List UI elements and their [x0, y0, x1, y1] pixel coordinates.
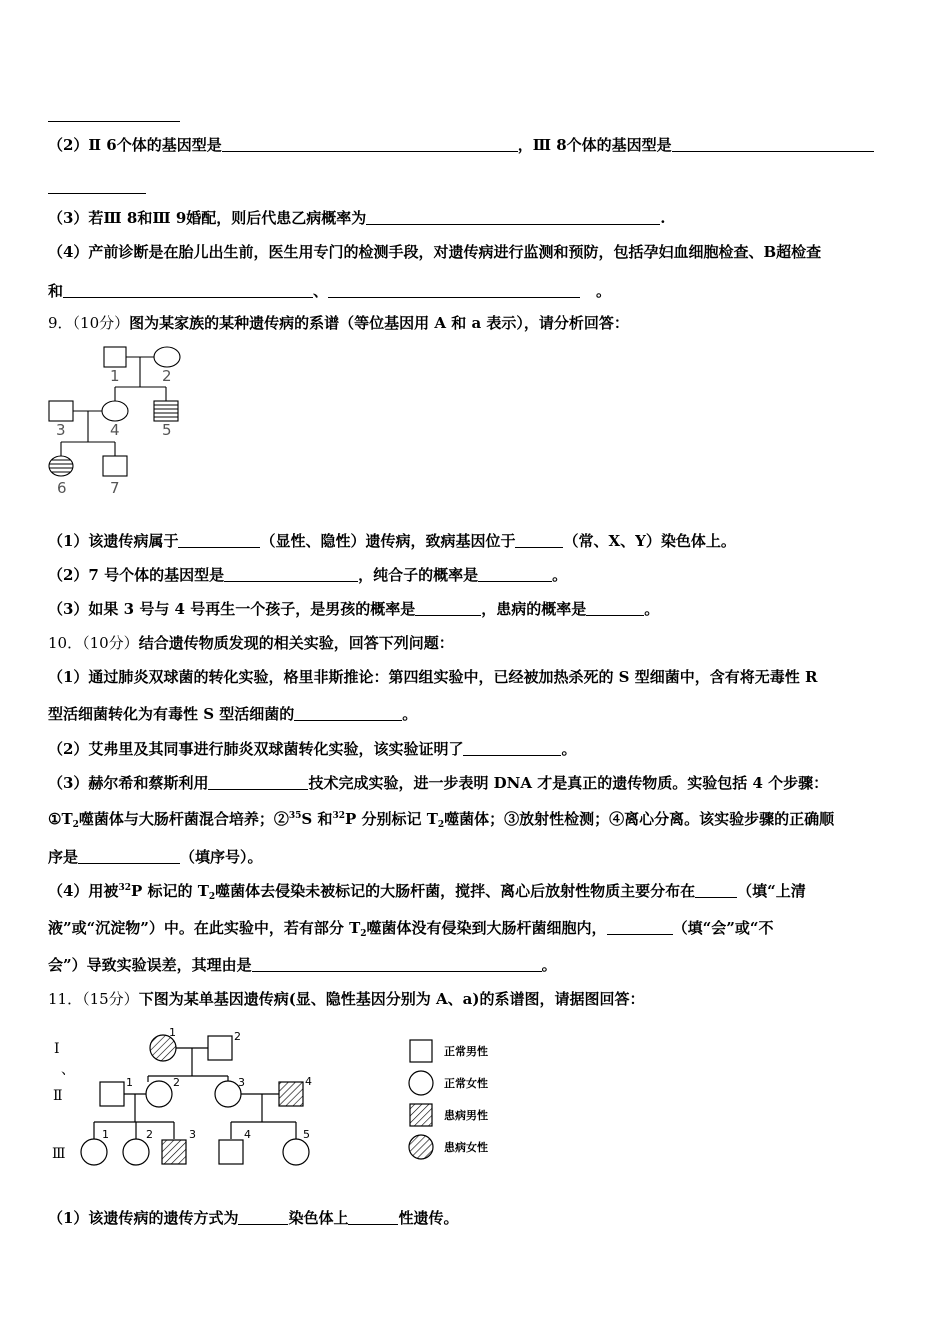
- individual-label: 5: [303, 1128, 310, 1141]
- individual-label: 3: [56, 421, 66, 439]
- question-number: 9．（10分）: [48, 314, 130, 332]
- individual-label: 4: [110, 421, 120, 439]
- q9-pedigree-chart: [44, 340, 204, 500]
- individual-label: 1: [126, 1076, 133, 1089]
- answer-blank[interactable]: [515, 531, 563, 548]
- q10-stem: [48, 632, 454, 654]
- legend-affected-male-icon: [410, 1104, 432, 1126]
- q10-steps-text: 噬菌体与大肠杆菌混合培养；②: [78, 810, 289, 828]
- female-2: [154, 347, 180, 367]
- q10-part4-text: 液”或“沉淀物”）中。在此实验中，若有部分 T: [48, 919, 361, 937]
- punctuation: 、: [313, 282, 329, 300]
- superscript: 32: [118, 883, 131, 893]
- female-II-2: [146, 1081, 172, 1107]
- generation-label: 、: [61, 1062, 75, 1078]
- q11-part1: [48, 1207, 458, 1229]
- q10-part3: [48, 772, 828, 794]
- q11-stem: [48, 988, 644, 1010]
- generation-label: Ⅰ: [54, 1041, 60, 1057]
- q9-stem: [48, 312, 629, 334]
- question-number: 11．（15分）: [48, 990, 139, 1008]
- individual-label: 2: [234, 1030, 241, 1043]
- answer-blank[interactable]: [586, 599, 644, 616]
- q10-part1-text: （1）通过肺炎双球菌的转化实验，格里非斯推论：第四组实验中，已经被加热杀死的 S 型细菌中，含有将无毒性 R: [48, 668, 818, 686]
- question-stem: 图为某家族的某种遗传病的系谱（等位基因用 A 和 a 表示），请分析回答：: [129, 314, 629, 332]
- answer-blank[interactable]: [672, 135, 874, 152]
- punctuation: 。: [541, 956, 557, 974]
- legend-normal-male-icon: [410, 1040, 432, 1062]
- q8-part2-text: ，Ⅲ 8个体的基因型是: [517, 136, 672, 154]
- q10-steps: [48, 808, 834, 830]
- q9-part3-text: ，患病的概率是: [481, 600, 587, 618]
- individual-label: 4: [305, 1075, 312, 1088]
- punctuation: .: [660, 209, 666, 227]
- q9-part3-text: （3）如果 3 号与 4 号再生一个孩子，是男孩的概率是: [48, 600, 416, 618]
- q9-part1: [48, 530, 736, 552]
- affected-male-5: [154, 401, 178, 421]
- legend-label: 正常男性: [444, 1045, 488, 1058]
- male-II-1: [100, 1082, 124, 1106]
- male-I-2: [208, 1036, 232, 1060]
- q10-steps-text: ①T: [48, 810, 73, 828]
- individual-label: 2: [162, 367, 172, 385]
- q9-part1-text: （显性、隐性）遗传病，致病基因位于: [260, 532, 516, 550]
- answer-blank[interactable]: [63, 281, 313, 298]
- individual-label: 5: [162, 421, 172, 439]
- individual-label: 1: [169, 1026, 176, 1039]
- affected-female-6: [49, 456, 73, 476]
- q10-part4-text: （4）用被: [48, 882, 119, 900]
- q9-part2-text: （2）7 号个体的基因型是: [48, 566, 225, 584]
- q8-part4-continued: [48, 280, 611, 302]
- q10-part3-text: （3）赫尔希和蔡斯利用: [48, 774, 209, 792]
- q10-order-text: 序是: [48, 848, 79, 866]
- punctuation: 。: [561, 740, 577, 758]
- individual-label: 2: [173, 1076, 180, 1089]
- male-7: [103, 456, 127, 476]
- q10-part1-text: 型活细菌转化为有毒性 S 型活细菌的: [48, 705, 295, 723]
- individual-label: 3: [189, 1128, 196, 1141]
- answer-blank[interactable]: [366, 208, 660, 225]
- q11-pedigree-chart: [48, 1018, 518, 1178]
- subscript: 2: [437, 820, 445, 830]
- generation-label: Ⅱ: [53, 1088, 63, 1104]
- q9-part1-text: （常、X、Y）染色体上。: [563, 532, 736, 550]
- q10-part4-continued: [48, 917, 773, 939]
- answer-blank[interactable]: [328, 281, 580, 298]
- female-4: [102, 401, 128, 421]
- affected-male-II-4: [279, 1082, 303, 1106]
- q9-part1-text: （1）该遗传病属于: [48, 532, 179, 550]
- punctuation: 。: [644, 600, 660, 618]
- individual-label: 7: [110, 479, 120, 497]
- q10-part4: [48, 880, 806, 902]
- q8-part3: [48, 207, 666, 229]
- answer-blank[interactable]: [463, 739, 561, 756]
- legend-label: 正常女性: [444, 1077, 488, 1090]
- legend-label: 患病女性: [444, 1141, 488, 1154]
- q10-part4-end: [48, 954, 557, 976]
- answer-blank[interactable]: [415, 599, 481, 616]
- q10-steps-text: P 分别标记 T: [345, 810, 438, 828]
- legend-affected-female-icon: [409, 1135, 433, 1159]
- individual-label: 3: [238, 1076, 245, 1089]
- q10-part3-text: 技术完成实验，进一步表明 DNA 才是真正的遗传物质。实验包括 4 个步骤：: [308, 774, 829, 792]
- punctuation: 。: [596, 282, 612, 300]
- female-III-5: [283, 1139, 309, 1165]
- answer-blank[interactable]: [48, 105, 180, 122]
- male-1: [104, 347, 126, 367]
- question-stem: 下图为某单基因遗传病(显、隐性基因分别为 A、a)的系谱图，请据图回答：: [138, 990, 645, 1008]
- question-stem: 结合遗传物质发现的相关实验，回答下列问题：: [138, 634, 454, 652]
- legend-label: 患病男性: [444, 1109, 488, 1122]
- answer-blank[interactable]: [348, 1208, 398, 1225]
- subscript: 2: [208, 892, 216, 902]
- q10-order-text: （填序号）。: [180, 848, 263, 866]
- q10-part4-text: 会”）导致实验误差，其理由是: [48, 956, 252, 974]
- answer-blank[interactable]: [208, 773, 308, 790]
- generation-label: Ⅲ: [52, 1146, 66, 1162]
- subscript: 2: [360, 929, 367, 939]
- answer-blank[interactable]: [48, 177, 146, 194]
- q9-part2: [48, 564, 567, 586]
- answer-blank[interactable]: [607, 918, 673, 935]
- q9-part2-text: ，纯合子的概率是: [358, 566, 479, 584]
- q10-part1: [48, 666, 817, 688]
- q10-order: [48, 846, 263, 868]
- individual-label: 1: [110, 367, 120, 385]
- q8-part2-text: （2）Ⅱ 6个体的基因型是: [48, 136, 222, 154]
- answer-blank[interactable]: [695, 881, 737, 898]
- q10-part4-text: P 标记的 T: [130, 882, 209, 900]
- q10-steps-text: 噬菌体；③放射性检测；④离心分离。该实验步骤的正确顺: [444, 810, 835, 828]
- answer-blank[interactable]: [478, 565, 552, 582]
- q10-part1-continued: [48, 703, 417, 725]
- male-3: [49, 401, 73, 421]
- q11-part1-text: 性遗传。: [398, 1209, 459, 1227]
- q10-part2-text: （2）艾弗里及其同事进行肺炎双球菌转化实验，该实验证明了: [48, 740, 464, 758]
- q8-part4-text: （4）产前诊断是在胎儿出生前，医生用专门的检测手段，对遗传病进行监测和预防，包括孕妇血细胞检查、B超检查: [48, 243, 822, 261]
- q10-part4-text: 噬菌体没有侵染到大肠杆菌细胞内，: [366, 919, 607, 937]
- male-III-4: [219, 1140, 243, 1164]
- q11-part1-text: 染色体上: [288, 1209, 349, 1227]
- female-III-2: [123, 1139, 149, 1165]
- answer-blank[interactable]: [238, 1208, 288, 1225]
- individual-label: 2: [146, 1128, 153, 1141]
- affected-male-III-3: [162, 1140, 186, 1164]
- q10-part4-text: 噬菌体去侵染未被标记的大肠杆菌，搅拌、离心后放射性物质主要分布在: [215, 882, 696, 900]
- punctuation: 。: [402, 705, 418, 723]
- q8-part4-text: 和: [48, 282, 64, 300]
- female-III-1: [81, 1139, 107, 1165]
- q10-part2: [48, 738, 576, 760]
- answer-blank[interactable]: [78, 847, 180, 864]
- superscript: 32: [332, 811, 346, 821]
- q8-part2: [48, 134, 874, 156]
- answer-blank[interactable]: [294, 704, 402, 721]
- legend-normal-female-icon: [409, 1071, 433, 1095]
- answer-blank[interactable]: [222, 135, 518, 152]
- q8-part3-text: （3）若Ⅲ 8和Ⅲ 9婚配，则后代患乙病概率为: [48, 209, 367, 227]
- punctuation: 。: [552, 566, 568, 584]
- answer-blank[interactable]: [224, 565, 358, 582]
- q10-part4-text: （填“上清: [737, 882, 806, 900]
- subscript: 2: [72, 820, 79, 830]
- q8-part4: [48, 241, 821, 263]
- individual-label: 1: [102, 1128, 109, 1141]
- answer-blank[interactable]: [178, 531, 260, 548]
- question-number: 10．（10分）: [48, 634, 139, 652]
- q9-part3: [48, 598, 659, 620]
- q10-part4-text: （填“会”或“不: [672, 919, 774, 937]
- q8-part2-continued: [48, 176, 146, 198]
- q10-steps-text: S 和: [301, 810, 333, 828]
- leading-blank-line: [48, 104, 180, 126]
- superscript: 35: [288, 811, 302, 821]
- individual-label: 4: [244, 1128, 251, 1141]
- q11-part1-text: （1）该遗传病的遗传方式为: [48, 1209, 239, 1227]
- individual-label: 6: [57, 479, 67, 497]
- answer-blank[interactable]: [252, 955, 542, 972]
